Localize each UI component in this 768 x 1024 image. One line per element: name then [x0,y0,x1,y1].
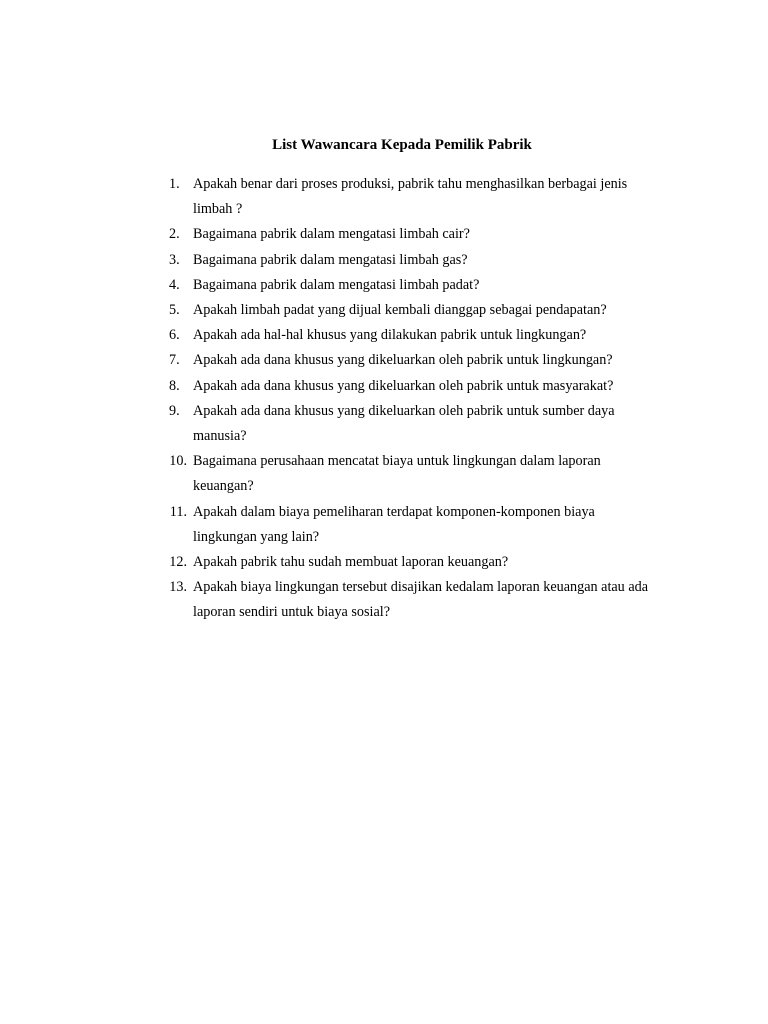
question-text: Apakah biaya lingkungan tersebut disajikan kedalam laporan keuangan atau ada laporan sendiri untuk biaya sosial? [193,579,649,621]
question-text: Apakah ada hal-hal khusus yang dilakukan pabrik untuk lingkungan? [193,327,587,344]
question-text: Bagaimana pabrik dalam mengatasi limbah cair? [193,226,470,243]
list-item [160,273,660,298]
list-item [160,172,660,222]
question-text: Apakah dalam biaya pemeliharan terdapat komponen-komponen biaya lingkungan yang lain? [193,503,595,545]
question-number: 1. [169,176,180,192]
question-text: Bagaimana pabrik dalam mengatasi limbah gas? [193,251,468,268]
list-item [160,222,660,247]
question-number: 11. [169,503,187,520]
question-text: Apakah ada dana khusus yang dikeluarkan oleh pabrik untuk masyarakat? [193,377,614,394]
question-text: Apakah ada dana khusus yang dikeluarkan oleh pabrik untuk lingkungan? [193,352,613,369]
question-number: 10. [169,453,187,470]
question-text: Apakah pabrik tahu sudah membuat laporan keuangan? [193,554,509,571]
question-number: 9. [169,402,180,419]
question-text: Apakah benar dari proses produksi, pabrik tahu menghasilkan berbagai jenis limbah ? [193,176,628,218]
list-item [160,248,660,273]
list-item [160,550,660,575]
question-number: 8. [169,377,180,394]
list-item [160,399,660,449]
list-item [160,298,660,323]
list-item [160,374,660,399]
list-item [160,449,660,499]
question-number: 2. [169,226,180,243]
question-number: 7. [169,352,180,369]
question-number: 12. [169,554,187,571]
list-item [160,500,660,550]
question-text: Bagaimana perusahaan mencatat biaya untuk lingkungan dalam laporan keuangan? [193,453,601,495]
list-item [160,348,660,373]
question-number: 6. [169,327,180,344]
question-text: Bagaimana pabrik dalam mengatasi limbah padat? [193,276,480,293]
question-number: 13. [169,579,187,596]
question-text: Apakah ada dana khusus yang dikeluarkan oleh pabrik untuk sumber daya manusia? [193,402,615,445]
question-number: 5. [169,302,180,319]
question-list [160,172,660,626]
list-item [160,323,660,348]
question-number: 3. [169,251,180,268]
document-title: List Wawancara Kepada Pemilik Pabrik [272,137,532,153]
question-number: 4. [169,276,180,293]
list-item [160,575,660,625]
question-text: Apakah limbah padat yang dijual kembali dianggap sebagai pendapatan? [193,302,607,319]
